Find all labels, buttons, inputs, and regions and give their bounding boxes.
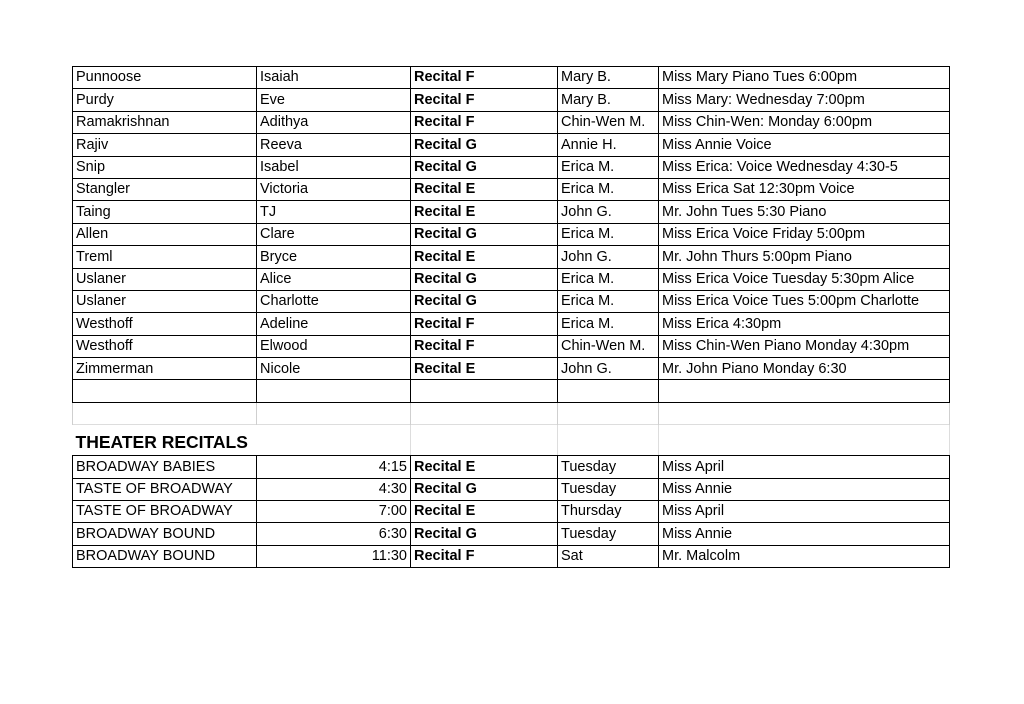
recital-cell: Recital E xyxy=(411,501,558,523)
recital-cell: Recital G xyxy=(411,268,558,290)
last-name-cell: Westhoff xyxy=(73,335,257,357)
time-cell: 4:15 xyxy=(257,456,411,478)
lesson-time-cell: Miss Erica 4:30pm xyxy=(659,313,950,335)
lesson-time-cell: Miss Erica: Voice Wednesday 4:30-5 xyxy=(659,156,950,178)
teacher-cell: John G. xyxy=(558,201,659,223)
lesson-time-cell: Miss Annie Voice xyxy=(659,134,950,156)
time-cell: 4:30 xyxy=(257,478,411,500)
last-name-cell: Uslaner xyxy=(73,290,257,312)
teacher-cell: Erica M. xyxy=(558,268,659,290)
last-name-cell: Rajiv xyxy=(73,134,257,156)
teacher-cell: Erica M. xyxy=(558,223,659,245)
lesson-time-cell: Mr. John Thurs 5:00pm Piano xyxy=(659,246,950,268)
first-name-cell: Alice xyxy=(257,268,411,290)
class-name-cell: BROADWAY BOUND xyxy=(73,545,257,567)
first-name-cell: Elwood xyxy=(257,335,411,357)
student-row xyxy=(73,134,950,156)
recital-cell: Recital F xyxy=(411,313,558,335)
teacher-cell: Erica M. xyxy=(558,178,659,200)
class-name-cell: TASTE OF BROADWAY xyxy=(73,478,257,500)
last-name-cell: Stangler xyxy=(73,178,257,200)
student-row xyxy=(73,67,950,89)
student-row xyxy=(73,335,950,357)
student-row xyxy=(73,201,950,223)
lesson-time-cell: Miss Erica Voice Friday 5:00pm xyxy=(659,223,950,245)
lesson-time-cell: Miss Chin-Wen: Monday 6:00pm xyxy=(659,111,950,133)
recital-cell: Recital F xyxy=(411,67,558,89)
lesson-time-cell: Miss Erica Sat 12:30pm Voice xyxy=(659,178,950,200)
student-row xyxy=(73,178,950,200)
first-name-cell: Eve xyxy=(257,89,411,111)
first-name-cell: Charlotte xyxy=(257,290,411,312)
first-name-cell: Isaiah xyxy=(257,67,411,89)
teacher-cell: John G. xyxy=(558,246,659,268)
last-name-cell: Westhoff xyxy=(73,313,257,335)
teacher-cell: Mr. Malcolm xyxy=(659,545,950,567)
last-name-cell: Punnoose xyxy=(73,67,257,89)
teacher-cell: Mary B. xyxy=(558,89,659,111)
class-name-cell: TASTE OF BROADWAY xyxy=(73,501,257,523)
teacher-cell: Erica M. xyxy=(558,156,659,178)
recital-cell: Recital G xyxy=(411,156,558,178)
recital-cell: Recital G xyxy=(411,223,558,245)
teacher-cell: Erica M. xyxy=(558,290,659,312)
theater-row xyxy=(73,545,950,567)
lesson-time-cell: Miss Erica Voice Tues 5:00pm Charlotte xyxy=(659,290,950,312)
teacher-cell: Mary B. xyxy=(558,67,659,89)
theater-section-title: THEATER RECITALS xyxy=(73,425,411,456)
spacer-row xyxy=(73,402,950,424)
recital-schedule-table xyxy=(72,66,950,568)
student-row xyxy=(73,268,950,290)
recital-cell: Recital E xyxy=(411,246,558,268)
student-row xyxy=(73,156,950,178)
recital-cell: Recital E xyxy=(411,456,558,478)
teacher-cell: John G. xyxy=(558,358,659,380)
teacher-cell: Miss Annie xyxy=(659,478,950,500)
lesson-time-cell: Miss Mary Piano Tues 6:00pm xyxy=(659,67,950,89)
class-name-cell: BROADWAY BOUND xyxy=(73,523,257,545)
student-row xyxy=(73,111,950,133)
spacer-cell xyxy=(257,402,411,424)
recital-cell: Recital E xyxy=(411,358,558,380)
time-cell: 6:30 xyxy=(257,523,411,545)
lesson-time-cell: Miss Chin-Wen Piano Monday 4:30pm xyxy=(659,335,950,357)
student-row xyxy=(73,246,950,268)
header-blank-cell xyxy=(659,425,950,456)
recital-cell: Recital G xyxy=(411,134,558,156)
recital-cell: Recital F xyxy=(411,335,558,357)
student-row xyxy=(73,89,950,111)
last-name-cell: Snip xyxy=(73,156,257,178)
teacher-cell: Miss Annie xyxy=(659,523,950,545)
time-cell: 7:00 xyxy=(257,501,411,523)
theater-rows xyxy=(73,456,950,568)
recital-schedule-page xyxy=(72,66,950,568)
lesson-time-cell: Mr. John Tues 5:30 Piano xyxy=(659,201,950,223)
theater-row xyxy=(73,478,950,500)
student-row xyxy=(73,290,950,312)
recital-cell: Recital E xyxy=(411,201,558,223)
first-name-cell: Victoria xyxy=(257,178,411,200)
header-blank-cell xyxy=(411,425,558,456)
first-name-cell: Reeva xyxy=(257,134,411,156)
first-name-cell: Adithya xyxy=(257,111,411,133)
empty-cell xyxy=(73,380,257,402)
first-name-cell: Adeline xyxy=(257,313,411,335)
empty-row xyxy=(73,380,950,402)
theater-row xyxy=(73,501,950,523)
last-name-cell: Taing xyxy=(73,201,257,223)
class-name-cell: BROADWAY BABIES xyxy=(73,456,257,478)
recital-cell: Recital F xyxy=(411,89,558,111)
last-name-cell: Zimmerman xyxy=(73,358,257,380)
theater-row xyxy=(73,456,950,478)
first-name-cell: Isabel xyxy=(257,156,411,178)
time-cell: 11:30 xyxy=(257,545,411,567)
student-rows xyxy=(73,67,950,456)
first-name-cell: Clare xyxy=(257,223,411,245)
recital-cell: Recital E xyxy=(411,178,558,200)
teacher-cell: Miss April xyxy=(659,456,950,478)
lesson-time-cell: Mr. John Piano Monday 6:30 xyxy=(659,358,950,380)
day-cell: Sat xyxy=(558,545,659,567)
spacer-cell xyxy=(73,402,257,424)
student-row xyxy=(73,313,950,335)
empty-cell xyxy=(257,380,411,402)
spacer-cell xyxy=(411,402,558,424)
lesson-time-cell: Miss Mary: Wednesday 7:00pm xyxy=(659,89,950,111)
empty-cell xyxy=(558,380,659,402)
last-name-cell: Purdy xyxy=(73,89,257,111)
first-name-cell: Bryce xyxy=(257,246,411,268)
last-name-cell: Treml xyxy=(73,246,257,268)
teacher-cell: Chin-Wen M. xyxy=(558,111,659,133)
header-blank-cell xyxy=(558,425,659,456)
last-name-cell: Ramakrishnan xyxy=(73,111,257,133)
recital-cell: Recital F xyxy=(411,545,558,567)
lesson-time-cell: Miss Erica Voice Tuesday 5:30pm Alice xyxy=(659,268,950,290)
day-cell: Tuesday xyxy=(558,523,659,545)
empty-cell xyxy=(411,380,558,402)
last-name-cell: Uslaner xyxy=(73,268,257,290)
day-cell: Thursday xyxy=(558,501,659,523)
spacer-cell xyxy=(558,402,659,424)
first-name-cell: Nicole xyxy=(257,358,411,380)
recital-cell: Recital G xyxy=(411,478,558,500)
theater-section-header xyxy=(73,425,950,456)
first-name-cell: TJ xyxy=(257,201,411,223)
student-row xyxy=(73,358,950,380)
last-name-cell: Allen xyxy=(73,223,257,245)
recital-cell: Recital F xyxy=(411,111,558,133)
day-cell: Tuesday xyxy=(558,456,659,478)
spacer-cell xyxy=(659,402,950,424)
teacher-cell: Chin-Wen M. xyxy=(558,335,659,357)
day-cell: Tuesday xyxy=(558,478,659,500)
empty-cell xyxy=(659,380,950,402)
recital-cell: Recital G xyxy=(411,523,558,545)
recital-cell: Recital G xyxy=(411,290,558,312)
teacher-cell: Miss April xyxy=(659,501,950,523)
teacher-cell: Annie H. xyxy=(558,134,659,156)
student-row xyxy=(73,223,950,245)
teacher-cell: Erica M. xyxy=(558,313,659,335)
theater-row xyxy=(73,523,950,545)
